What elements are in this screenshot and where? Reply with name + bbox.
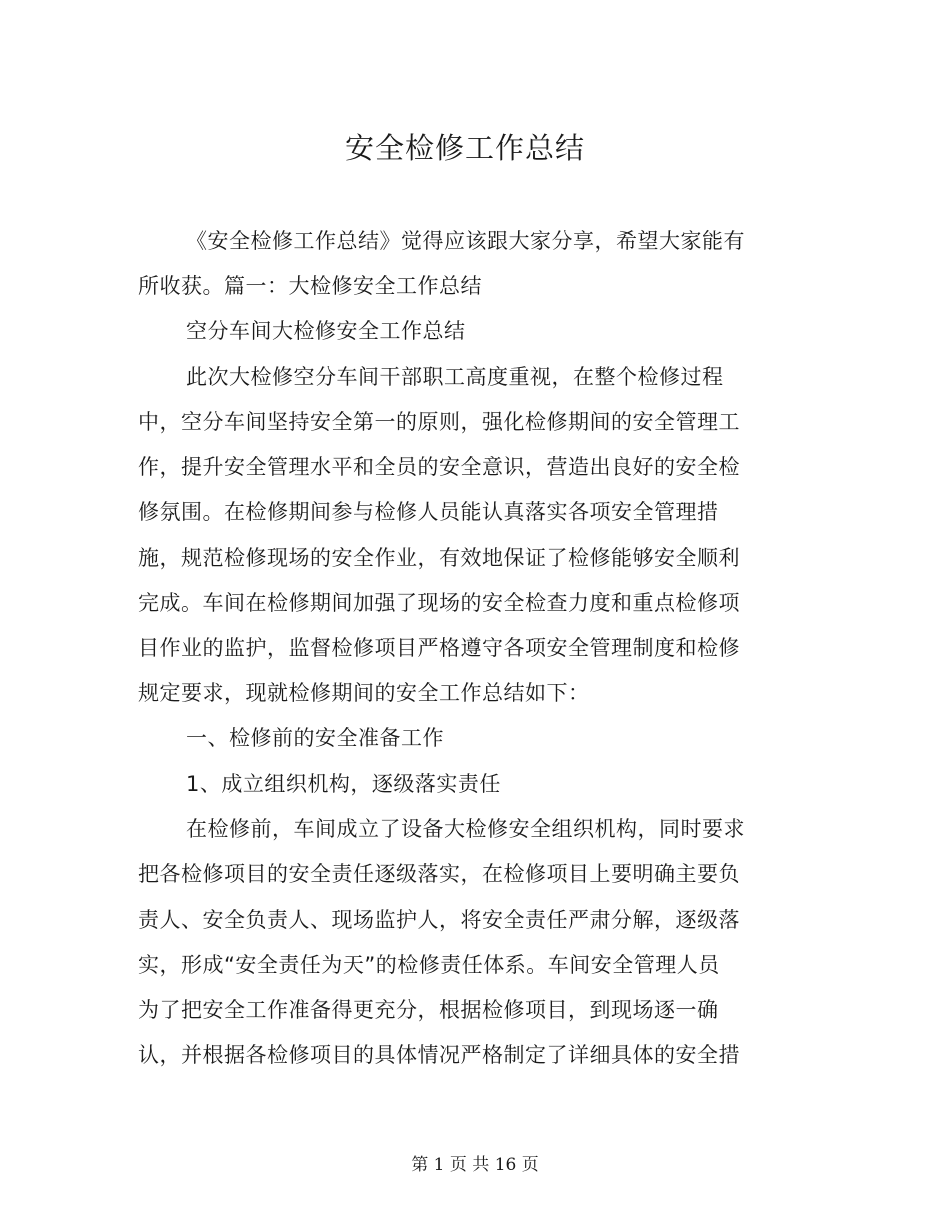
paragraph-line: 认，并根据各检修项目的具体情况严格制定了详细具体的安全措 xyxy=(138,1043,740,1067)
paragraph-line: 在检修前，车间成立了设备大检修安全组织机构，同时要求 xyxy=(186,817,745,841)
paragraph-line: 修氛围。在检修期间参与检修人员能认真落实各项安全管理措 xyxy=(138,500,719,524)
paragraph-line: 所收获。篇一：大检修安全工作总结 xyxy=(138,274,482,298)
paragraph-line: 施，规范检修现场的安全作业，有效地保证了检修能够安全顺利 xyxy=(138,546,740,570)
paragraph-line: 规定要求，现就检修期间的安全工作总结如下： xyxy=(138,681,590,705)
paragraph-line: 完成。车间在检修期间加强了现场的安全检查力度和重点检修项 xyxy=(138,591,740,615)
section-heading: 一、检修前的安全准备工作 xyxy=(186,726,444,750)
paragraph-line: 把各检修项目的安全责任逐级落实，在检修项目上要明确主要负 xyxy=(138,862,740,886)
paragraph-line: 此次大检修空分车间干部职工高度重视，在整个检修过程 xyxy=(186,365,724,389)
paragraph-line: 《安全检修工作总结》觉得应该跟大家分享，希望大家能有 xyxy=(186,229,745,253)
paragraph-line: 实，形成“安全责任为天”的检修责任体系。车间安全管理人员 xyxy=(138,953,720,977)
paragraph-line: 责人、安全负责人、现场监护人，将安全责任严肃分解，逐级落 xyxy=(138,908,740,932)
document-title: 安全检修工作总结 xyxy=(344,131,585,165)
paragraph-line: 中，空分车间坚持安全第一的原则，强化检修期间的安全管理工 xyxy=(138,410,740,434)
page-footer: 第 1 页 共 16 页 xyxy=(411,1155,539,1175)
subsection-heading: 1、成立组织机构，逐级落实责任 xyxy=(186,772,501,796)
section-heading: 空分车间大检修安全工作总结 xyxy=(186,319,466,343)
paragraph-line: 为了把安全工作准备得更充分，根据检修项目，到现场逐一确 xyxy=(138,998,719,1022)
paragraph-line: 作，提升安全管理水平和全员的安全意识，营造出良好的安全检 xyxy=(138,455,740,479)
paragraph-line: 目作业的监护，监督检修项目严格遵守各项安全管理制度和检修 xyxy=(138,636,740,660)
